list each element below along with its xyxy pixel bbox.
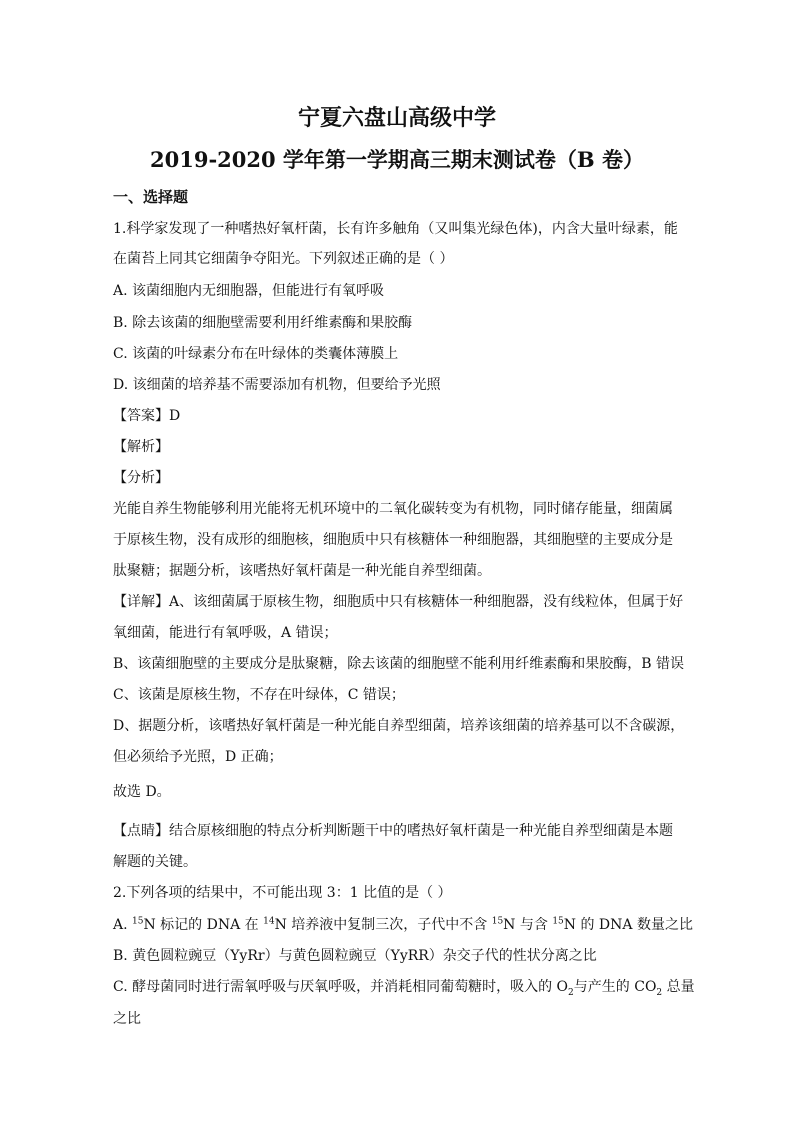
q1-dianjing-line1: 【点睛】结合原核细胞的特点分析判断题干中的嗜热好氧杆菌是一种光能自养型细菌是本题 xyxy=(113,823,673,839)
q1-stem-line1: 1.科学家发现了一种嗜热好氧杆菌，长有许多触角（又叫集光绿色体)，内含大量叶绿素，能 xyxy=(113,221,678,237)
section-heading: 一、选择题 xyxy=(113,188,189,206)
q2-option-a-part1: A. xyxy=(113,917,133,933)
q1-fenxi-line2: 于原核生物，没有成形的细胞核，细胞质中只有核糖体一种细胞器，其细胞壁的主要成分是 xyxy=(113,532,673,548)
q1-fenxi-line3: 肽聚糖；据题分析，该嗜热好氧杆菌是一种光能自养型细菌。 xyxy=(113,563,491,579)
q1-answer: 【答案】D xyxy=(113,408,181,424)
q2-stem: 2.下列各项的结果中，不可能出现 3：1 比值的是（ ） xyxy=(113,885,452,901)
q1-xiangjie-line4: C、该菌是原核生物，不存在叶绿体，C 错误； xyxy=(113,687,405,703)
q2-option-a-part4: N 与含 xyxy=(503,917,553,933)
superscript: 15 xyxy=(552,916,564,927)
q2-option-a xyxy=(113,916,693,934)
q1-option-b: B. 除去该菌的细胞壁需要利用纤维素酶和果胶酶 xyxy=(113,315,413,331)
superscript: 15 xyxy=(132,916,144,927)
q1-conclusion: 故选 D。 xyxy=(113,784,171,800)
q1-xiangjie-line6: 但必须给予光照，D 正确； xyxy=(113,749,283,765)
q2-option-c-line2: 之比 xyxy=(113,1011,141,1027)
q2-option-a-part2: N 标记的 DNA 在 xyxy=(143,917,264,933)
q1-xiangjie-line1: 【详解】A、该细菌属于原核生物，细胞质中只有核糖体一种细胞器，没有线粒体，但属于好 xyxy=(113,594,684,610)
q1-xiangjie-line2: 氧细菌，能进行有氧呼吸，A 错误； xyxy=(113,625,338,641)
q2-option-b: B. 黄色圆粒豌豆（YyRr）与黄色圆粒豌豆（YyRR）杂交子代的性状分离之比 xyxy=(113,948,597,964)
q1-fenxi-line1: 光能自养生物能够利用光能将无机环境中的二氧化碳转变为有机物，同时储存能量，细菌属 xyxy=(113,501,673,517)
subscript: 2 xyxy=(568,987,574,998)
q2-option-c xyxy=(113,978,695,998)
q1-jiexi-label: 【解析】 xyxy=(113,439,169,455)
q2-option-c-part2: 与产生的 CO xyxy=(573,979,657,995)
q1-xiangjie-line5: D、据题分析，该嗜热好氧杆菌是一种光能自养型细菌，培养该细菌的培养基可以不含碳源， xyxy=(113,718,685,734)
q1-stem-line2: 在菌苔上同其它细菌争夺阳光。下列叙述正确的是（ ） xyxy=(113,251,454,267)
superscript: 14 xyxy=(263,916,275,927)
q2-option-a-part3: N 培养液中复制三次，子代中不含 xyxy=(274,917,492,933)
superscript: 15 xyxy=(491,916,504,927)
q1-option-d: D. 该细菌的培养基不需要添加有机物，但要给予光照 xyxy=(113,377,441,393)
q1-fenxi-label: 【分析】 xyxy=(113,470,169,486)
q1-xiangjie-line3: B、该菌细胞壁的主要成分是肽聚糖，除去该菌的细胞壁不能利用纤维素酶和果胶酶，B 错误 xyxy=(113,656,685,672)
q2-option-a-part5: N 的 DNA 数量之比 xyxy=(563,917,693,933)
school-title: 宁夏六盘山高级中学 xyxy=(297,105,496,131)
q1-dianjing-line2: 解题的关键。 xyxy=(113,854,197,870)
q2-option-c-part3: 总量 xyxy=(662,979,695,995)
subscript: 2 xyxy=(656,987,663,998)
exam-title: 2019-2020 学年第一学期高三期末测试卷（B 卷） xyxy=(150,147,644,172)
q1-option-c: C. 该菌的叶绿素分布在叶绿体的类囊体薄膜上 xyxy=(113,346,399,362)
q1-option-a: A. 该菌细胞内无细胞器，但能进行有氧呼吸 xyxy=(113,283,385,299)
q2-option-c-part1: C. 酵母菌同时进行需氧呼吸与厌氧呼吸，并消耗相同葡萄糖时，吸入的 O xyxy=(113,979,569,995)
